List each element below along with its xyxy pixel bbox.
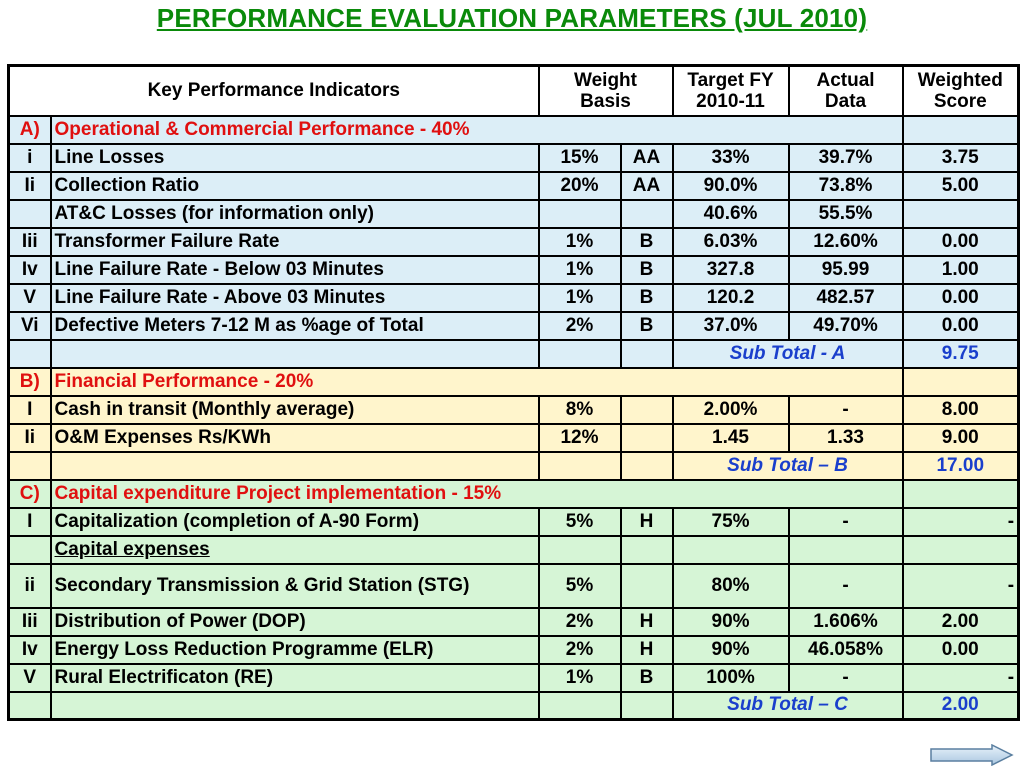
score: 9.00 <box>903 424 1019 452</box>
header-target: Target FY 2010-11 <box>673 66 789 116</box>
basis <box>621 564 673 608</box>
actual: 39.7% <box>789 144 903 172</box>
kpi-name: Capitalization (completion of A-90 Form) <box>51 508 539 536</box>
target: 6.03% <box>673 228 789 256</box>
row-number: Iii <box>9 608 51 636</box>
header-actual: Actual Data <box>789 66 903 116</box>
basis: H <box>621 508 673 536</box>
kpi-name: Transformer Failure Rate <box>51 228 539 256</box>
section-a-header <box>9 116 1019 144</box>
actual: 1.606% <box>789 608 903 636</box>
kpi-name: Line Failure Rate - Below 03 Minutes <box>51 256 539 284</box>
subtotal-label: Sub Total – B <box>673 452 903 480</box>
table-row <box>9 284 1019 312</box>
header-kpi: Key Performance Indicators <box>9 66 539 116</box>
target: 40.6% <box>673 200 789 228</box>
actual: - <box>789 396 903 424</box>
capex-heading: Capital expenses <box>51 536 539 564</box>
target: 100% <box>673 664 789 692</box>
table-row <box>9 664 1019 692</box>
actual: 1.33 <box>789 424 903 452</box>
target: 33% <box>673 144 789 172</box>
basis <box>621 200 673 228</box>
score <box>903 200 1019 228</box>
header-score: Weighted Score <box>903 66 1019 116</box>
actual: 73.8% <box>789 172 903 200</box>
weight: 8% <box>539 396 621 424</box>
table-row <box>9 172 1019 200</box>
section-code: B) <box>9 368 51 396</box>
score: 0.00 <box>903 284 1019 312</box>
table-row <box>9 636 1019 664</box>
score: 5.00 <box>903 172 1019 200</box>
weight: 12% <box>539 424 621 452</box>
kpi-name: Line Failure Rate - Above 03 Minutes <box>51 284 539 312</box>
kpi-name: Cash in transit (Monthly average) <box>51 396 539 424</box>
row-number: Ii <box>9 172 51 200</box>
kpi-name: Line Losses <box>51 144 539 172</box>
actual: 95.99 <box>789 256 903 284</box>
section-code: A) <box>9 116 51 144</box>
weight: 2% <box>539 312 621 340</box>
weight: 1% <box>539 284 621 312</box>
section-c-header <box>9 480 1019 508</box>
row-number: I <box>9 396 51 424</box>
kpi-name: Rural Electrificaton (RE) <box>51 664 539 692</box>
table-row <box>9 200 1019 228</box>
subtotal-row-a <box>9 340 1019 368</box>
weight: 1% <box>539 664 621 692</box>
row-number: I <box>9 508 51 536</box>
section-title: Financial Performance - 20% <box>51 368 903 396</box>
weight: 2% <box>539 636 621 664</box>
score: - <box>903 664 1019 692</box>
actual: - <box>789 508 903 536</box>
kpi-table <box>7 64 1020 721</box>
actual: - <box>789 564 903 608</box>
basis <box>621 424 673 452</box>
section-title: Operational & Commercial Performance - 40% <box>51 116 903 144</box>
subtotal-row-c <box>9 692 1019 720</box>
score: 8.00 <box>903 396 1019 424</box>
target: 90.0% <box>673 172 789 200</box>
table-row <box>9 144 1019 172</box>
target: 90% <box>673 636 789 664</box>
basis: B <box>621 312 673 340</box>
subtotal-label: Sub Total – C <box>673 692 903 720</box>
basis: B <box>621 256 673 284</box>
right-arrow-icon <box>930 744 1014 766</box>
row-number <box>9 200 51 228</box>
basis: B <box>621 284 673 312</box>
actual: 55.5% <box>789 200 903 228</box>
score: 0.00 <box>903 636 1019 664</box>
row-number: Iv <box>9 256 51 284</box>
row-number: Ii <box>9 424 51 452</box>
header-row <box>9 66 1019 116</box>
table-row <box>9 424 1019 452</box>
target: 90% <box>673 608 789 636</box>
weight: 2% <box>539 608 621 636</box>
basis <box>621 396 673 424</box>
section-code: C) <box>9 480 51 508</box>
table-row <box>9 608 1019 636</box>
row-number: ii <box>9 564 51 608</box>
weight: 1% <box>539 228 621 256</box>
target: 80% <box>673 564 789 608</box>
score: 0.00 <box>903 312 1019 340</box>
weight: 15% <box>539 144 621 172</box>
weight: 5% <box>539 564 621 608</box>
row-number: i <box>9 144 51 172</box>
header-weight-basis: Weight Basis <box>539 66 673 116</box>
row-number: V <box>9 284 51 312</box>
score: 1.00 <box>903 256 1019 284</box>
score: - <box>903 564 1019 608</box>
subtotal-value: 9.75 <box>903 340 1019 368</box>
row-number: V <box>9 664 51 692</box>
target: 120.2 <box>673 284 789 312</box>
actual: 49.70% <box>789 312 903 340</box>
basis: AA <box>621 144 673 172</box>
target: 75% <box>673 508 789 536</box>
target: 327.8 <box>673 256 789 284</box>
table-row <box>9 396 1019 424</box>
target: 37.0% <box>673 312 789 340</box>
basis: B <box>621 664 673 692</box>
score: 2.00 <box>903 608 1019 636</box>
kpi-name: Collection Ratio <box>51 172 539 200</box>
actual: 46.058% <box>789 636 903 664</box>
actual: - <box>789 664 903 692</box>
section-title: Capital expenditure Project implementation - 15% <box>51 480 903 508</box>
next-slide-button[interactable] <box>930 744 1014 766</box>
table-row <box>9 508 1019 536</box>
basis: AA <box>621 172 673 200</box>
score: 3.75 <box>903 144 1019 172</box>
page-title: PERFORMANCE EVALUATION PARAMETERS (JUL 2010) <box>156 3 868 33</box>
kpi-name: O&M Expenses Rs/KWh <box>51 424 539 452</box>
subtotal-value: 2.00 <box>903 692 1019 720</box>
actual: 12.60% <box>789 228 903 256</box>
kpi-name: AT&C Losses (for information only) <box>51 200 539 228</box>
kpi-name: Distribution of Power (DOP) <box>51 608 539 636</box>
basis: H <box>621 608 673 636</box>
score: 0.00 <box>903 228 1019 256</box>
table-row <box>9 256 1019 284</box>
weight: 1% <box>539 256 621 284</box>
weight: 5% <box>539 508 621 536</box>
section-b-header <box>9 368 1019 396</box>
basis: B <box>621 228 673 256</box>
row-number: Vi <box>9 312 51 340</box>
subtotal-row-b <box>9 452 1019 480</box>
table-row <box>9 228 1019 256</box>
target: 1.45 <box>673 424 789 452</box>
score: - <box>903 508 1019 536</box>
basis: H <box>621 636 673 664</box>
kpi-name: Defective Meters 7-12 M as %age of Total <box>51 312 539 340</box>
weight: 20% <box>539 172 621 200</box>
row-number: Iii <box>9 228 51 256</box>
weight <box>539 200 621 228</box>
actual: 482.57 <box>789 284 903 312</box>
kpi-name: Energy Loss Reduction Programme (ELR) <box>51 636 539 664</box>
subtotal-label: Sub Total - A <box>673 340 903 368</box>
row-number: Iv <box>9 636 51 664</box>
capex-heading-row <box>9 536 1019 564</box>
target: 2.00% <box>673 396 789 424</box>
table-row <box>9 564 1019 608</box>
subtotal-value: 17.00 <box>903 452 1019 480</box>
kpi-name: Secondary Transmission & Grid Station (STG) <box>51 564 539 608</box>
table-row <box>9 312 1019 340</box>
